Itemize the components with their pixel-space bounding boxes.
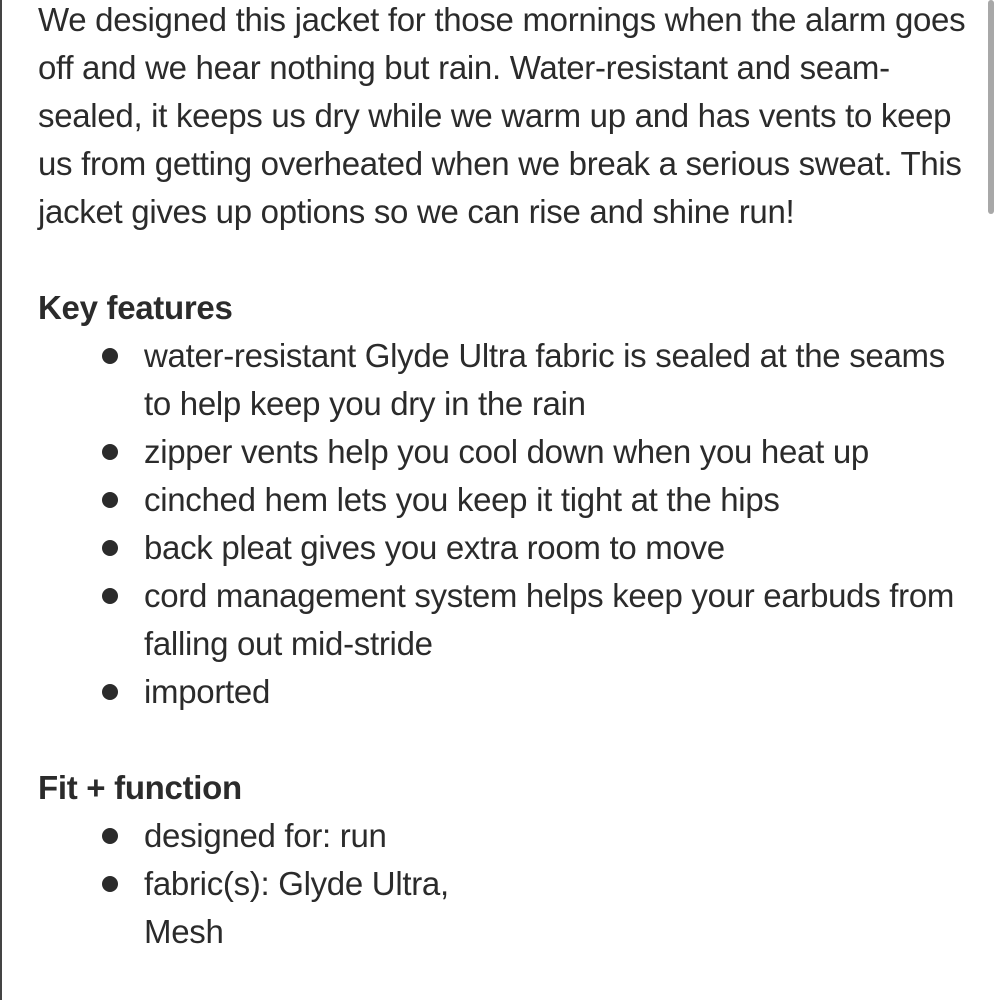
bullet-icon (102, 876, 118, 892)
list-item-text: cinched hem lets you keep it tight at the hips (144, 481, 780, 518)
bullet-icon (102, 684, 118, 700)
list-item (38, 428, 968, 476)
bullet-icon (102, 828, 118, 844)
list-item-text: imported (144, 673, 270, 710)
product-details (38, 0, 968, 956)
list-item (38, 572, 968, 668)
list-item (38, 524, 968, 572)
bullet-icon (102, 492, 118, 508)
list-item-text: zipper vents help you cool down when you heat up (144, 433, 869, 470)
scrollbar-thumb[interactable] (988, 0, 994, 214)
list-item-text: designed for: run (144, 817, 387, 854)
bullet-icon (102, 348, 118, 364)
page-left-border (0, 0, 2, 1000)
list-item-text: fabric(s): Glyde Ultra, Mesh (144, 865, 449, 950)
list-item (38, 860, 504, 956)
list-item (38, 812, 968, 860)
list-item (38, 332, 968, 428)
list-item (38, 668, 968, 716)
product-description: We designed this jacket for those mornings when the alarm goes off and we hear nothing but rain. Water-resistant and seam-sealed, it keeps us dry while we warm up and has vents to keep us from getting overheated when we break a serious sweat. This jacket gives up options so we can rise and shine run! (38, 1, 966, 230)
list-item-text: back pleat gives you extra room to move (144, 529, 725, 566)
fit-function-heading: Fit + function (38, 769, 242, 806)
fit-function-list (38, 812, 968, 956)
bullet-icon (102, 444, 118, 460)
list-item-text: water-resistant Glyde Ultra fabric is sealed at the seams to help keep you dry in the rain (144, 337, 945, 422)
key-features-list (38, 332, 968, 716)
list-item (38, 476, 968, 524)
bullet-icon (102, 588, 118, 604)
list-item-text: cord management system helps keep your earbuds from falling out mid-stride (144, 577, 955, 662)
key-features-heading: Key features (38, 289, 233, 326)
scrollbar[interactable] (984, 0, 1000, 1000)
bullet-icon (102, 540, 118, 556)
